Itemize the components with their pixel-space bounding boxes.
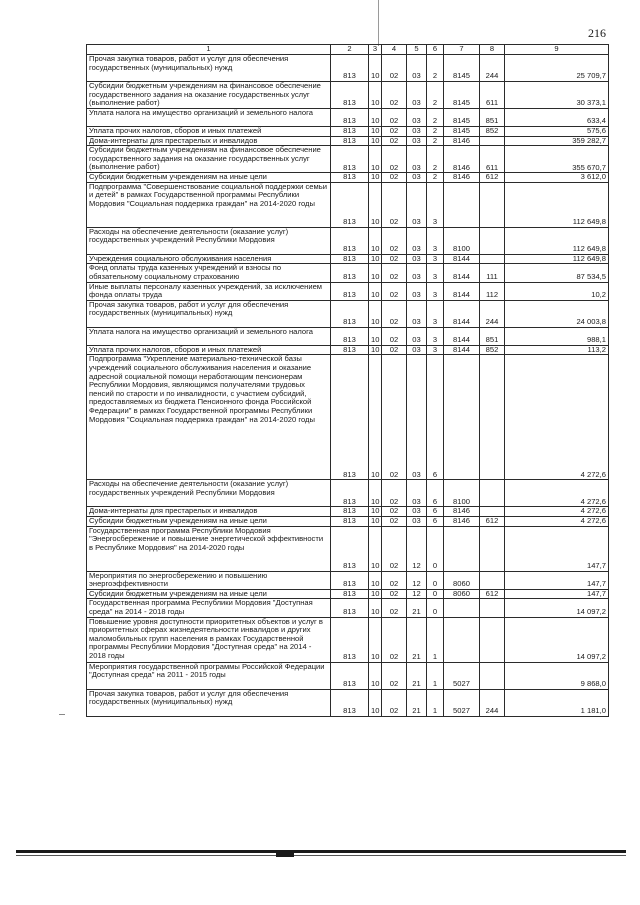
row-code-c5: 21 — [407, 599, 427, 617]
row-code-c3: 10 — [369, 127, 382, 137]
row-code-c6: 0 — [427, 589, 444, 599]
row-sum: 147,7 — [505, 571, 609, 589]
row-code-c3: 10 — [369, 662, 382, 689]
row-code-c3: 10 — [369, 264, 382, 282]
row-sum: 147,7 — [505, 589, 609, 599]
row-code-c6: 1 — [427, 662, 444, 689]
row-code-c5: 03 — [407, 173, 427, 183]
row-name: Подпрограмма "Укрепление материально-технической базы учреждений социального обслуживания населения и оказание адресной социальной помощи неработающим пенсионерам Республики Мордовия, являющимся получателями трудовых пенсий по старости и по инвалидности, с участием субсидий, предоставляемых из бюджета Пенсионного фонда Российской Федерации" в рамках Государственной программы Республики Мордовия "Социальная поддержка граждан" на 2014-2020 годы — [87, 355, 331, 480]
row-code-c3: 10 — [369, 136, 382, 146]
row-sum: 14 097,2 — [505, 599, 609, 617]
row-code-c4: 02 — [382, 127, 407, 137]
row-code-c5: 03 — [407, 480, 427, 507]
row-code-c4: 02 — [382, 173, 407, 183]
row-code-c5: 03 — [407, 55, 427, 82]
row-code-c5: 03 — [407, 264, 427, 282]
table-row — [87, 136, 609, 146]
row-code-c8: 851 — [480, 109, 505, 127]
row-code-c2: 813 — [331, 689, 369, 716]
row-code-c5: 21 — [407, 662, 427, 689]
row-code-c3: 10 — [369, 599, 382, 617]
row-code-c2: 813 — [331, 345, 369, 355]
row-code-c6: 2 — [427, 173, 444, 183]
row-code-c5: 03 — [407, 327, 427, 345]
table-row — [87, 109, 609, 127]
row-code-c4: 02 — [382, 227, 407, 254]
margin-mark — [59, 714, 65, 715]
row-sum: 988,1 — [505, 327, 609, 345]
row-code-c2: 813 — [331, 282, 369, 300]
row-code-c4: 02 — [382, 109, 407, 127]
row-code-c2: 813 — [331, 173, 369, 183]
column-header: 4 — [382, 45, 407, 55]
row-code-c5: 03 — [407, 182, 427, 227]
row-name: Расходы на обеспечение деятельности (оказание услуг) государственных учреждений Республики Мордовия — [87, 480, 331, 507]
table-row — [87, 82, 609, 109]
row-sum: 4 272,6 — [505, 516, 609, 526]
row-code-c8 — [480, 526, 505, 571]
row-sum: 4 272,6 — [505, 480, 609, 507]
row-code-c8: 612 — [480, 516, 505, 526]
column-header: 2 — [331, 45, 369, 55]
scan-mark — [276, 852, 294, 857]
row-code-c2: 813 — [331, 55, 369, 82]
row-code-c3: 10 — [369, 689, 382, 716]
row-name: Прочая закупка товаров, работ и услуг для обеспечения государственных (муниципальных) нужд — [87, 300, 331, 327]
row-code-c2: 813 — [331, 480, 369, 507]
row-code-c4: 02 — [382, 82, 407, 109]
row-code-c3: 10 — [369, 173, 382, 183]
column-header: 9 — [505, 45, 609, 55]
row-code-c4: 02 — [382, 516, 407, 526]
row-sum: 25 709,7 — [505, 55, 609, 82]
row-code-c3: 10 — [369, 345, 382, 355]
row-code-c3: 10 — [369, 617, 382, 662]
row-code-c3: 10 — [369, 480, 382, 507]
row-code-c7: 8145 — [444, 109, 480, 127]
row-name: Мероприятия государственной программы Российской Федерации "Доступная среда" на 2011 - 2015 годы — [87, 662, 331, 689]
row-code-c2: 813 — [331, 507, 369, 517]
row-code-c8 — [480, 480, 505, 507]
row-code-c8: 851 — [480, 327, 505, 345]
row-code-c3: 10 — [369, 146, 382, 173]
row-name: Государственная программа Республики Мордовия "Доступная среда" на 2014 - 2018 годы — [87, 599, 331, 617]
table-row — [87, 516, 609, 526]
row-code-c7: 8145 — [444, 55, 480, 82]
row-code-c2: 813 — [331, 146, 369, 173]
row-code-c4: 02 — [382, 480, 407, 507]
row-code-c2: 813 — [331, 264, 369, 282]
row-code-c4: 02 — [382, 355, 407, 480]
row-code-c4: 02 — [382, 182, 407, 227]
row-code-c6: 6 — [427, 516, 444, 526]
row-code-c8 — [480, 254, 505, 264]
table-row — [87, 689, 609, 716]
row-code-c2: 813 — [331, 617, 369, 662]
row-sum: 113,2 — [505, 345, 609, 355]
column-header: 6 — [427, 45, 444, 55]
table-row — [87, 599, 609, 617]
bottom-rule — [16, 850, 626, 853]
row-code-c3: 10 — [369, 516, 382, 526]
row-code-c5: 03 — [407, 82, 427, 109]
budget-table — [86, 44, 609, 717]
row-code-c6: 0 — [427, 526, 444, 571]
row-code-c4: 02 — [382, 327, 407, 345]
row-code-c8: 111 — [480, 264, 505, 282]
row-code-c3: 10 — [369, 589, 382, 599]
row-code-c5: 03 — [407, 136, 427, 146]
row-code-c7: 8100 — [444, 480, 480, 507]
row-code-c2: 813 — [331, 355, 369, 480]
row-code-c8 — [480, 136, 505, 146]
row-code-c3: 10 — [369, 109, 382, 127]
row-name: Государственная программа Республики Мордовия "Энергосбережение и повышение энергетической эффективности в Республике Мордовия" на 2014-2020 годы — [87, 526, 331, 571]
table-row — [87, 507, 609, 517]
row-code-c6: 3 — [427, 300, 444, 327]
row-code-c8 — [480, 599, 505, 617]
row-code-c7: 8144 — [444, 254, 480, 264]
row-sum: 112 649,8 — [505, 227, 609, 254]
row-sum: 359 282,7 — [505, 136, 609, 146]
row-code-c6: 3 — [427, 264, 444, 282]
row-code-c5: 03 — [407, 507, 427, 517]
row-name: Фонд оплаты труда казенных учреждений и взносы по обязательному социальному страхованию — [87, 264, 331, 282]
row-code-c5: 03 — [407, 254, 427, 264]
row-name: Субсидии бюджетным учреждениям на финансовое обеспечение государственного задания на оказание государственных услуг (выполнение работ) — [87, 82, 331, 109]
row-code-c6: 6 — [427, 480, 444, 507]
row-code-c6: 6 — [427, 355, 444, 480]
row-code-c5: 03 — [407, 146, 427, 173]
row-code-c7 — [444, 526, 480, 571]
row-name: Уплата налога на имущество организаций и земельного налога — [87, 327, 331, 345]
row-code-c6: 2 — [427, 127, 444, 137]
row-code-c4: 02 — [382, 526, 407, 571]
row-code-c8: 244 — [480, 300, 505, 327]
table-row — [87, 264, 609, 282]
row-code-c4: 02 — [382, 689, 407, 716]
row-code-c5: 03 — [407, 516, 427, 526]
row-code-c3: 10 — [369, 254, 382, 264]
row-code-c2: 813 — [331, 136, 369, 146]
row-code-c5: 03 — [407, 300, 427, 327]
row-code-c3: 10 — [369, 507, 382, 517]
row-sum: 3 612,0 — [505, 173, 609, 183]
row-code-c7: 5027 — [444, 662, 480, 689]
table-row — [87, 254, 609, 264]
table-row — [87, 571, 609, 589]
row-code-c6: 6 — [427, 507, 444, 517]
header-row — [87, 45, 609, 55]
row-code-c8: 852 — [480, 127, 505, 137]
row-code-c6: 1 — [427, 689, 444, 716]
row-name: Подпрограмма "Совершенствование социальной поддержки семьи и детей" в рамках Государственной программы Республики Мордовия "Социальная поддержка граждан" на 2014-2020 годы — [87, 182, 331, 227]
row-sum: 4 272,6 — [505, 507, 609, 517]
row-code-c2: 813 — [331, 227, 369, 254]
row-code-c4: 02 — [382, 282, 407, 300]
row-code-c5: 21 — [407, 689, 427, 716]
table-row — [87, 146, 609, 173]
table-row — [87, 355, 609, 480]
row-code-c6: 3 — [427, 182, 444, 227]
row-code-c2: 813 — [331, 254, 369, 264]
row-name: Расходы на обеспечение деятельности (оказание услуг) государственных учреждений Республики Мордовия — [87, 227, 331, 254]
row-code-c4: 02 — [382, 662, 407, 689]
row-code-c8: 612 — [480, 589, 505, 599]
row-code-c8 — [480, 182, 505, 227]
table-body — [87, 55, 609, 717]
column-header: 8 — [480, 45, 505, 55]
row-name: Прочая закупка товаров, работ и услуг для обеспечения государственных (муниципальных) нужд — [87, 55, 331, 82]
row-code-c6: 2 — [427, 146, 444, 173]
table-row — [87, 282, 609, 300]
row-code-c6: 2 — [427, 55, 444, 82]
row-name: Субсидии бюджетным учреждениям на иные цели — [87, 589, 331, 599]
row-code-c7 — [444, 599, 480, 617]
row-sum: 147,7 — [505, 526, 609, 571]
row-code-c7: 8100 — [444, 227, 480, 254]
row-code-c4: 02 — [382, 55, 407, 82]
row-code-c7: 8146 — [444, 146, 480, 173]
row-code-c4: 02 — [382, 589, 407, 599]
row-code-c2: 813 — [331, 526, 369, 571]
row-code-c5: 12 — [407, 571, 427, 589]
row-code-c8 — [480, 507, 505, 517]
table-row — [87, 589, 609, 599]
row-code-c7: 8144 — [444, 282, 480, 300]
table-row — [87, 327, 609, 345]
row-name: Учреждения социального обслуживания населения — [87, 254, 331, 264]
row-code-c8: 611 — [480, 82, 505, 109]
row-code-c4: 02 — [382, 571, 407, 589]
row-sum: 1 181,0 — [505, 689, 609, 716]
row-sum: 112 649,8 — [505, 254, 609, 264]
row-sum: 9 868,0 — [505, 662, 609, 689]
row-code-c3: 10 — [369, 355, 382, 480]
row-code-c2: 813 — [331, 571, 369, 589]
row-code-c8 — [480, 571, 505, 589]
table-row — [87, 662, 609, 689]
row-code-c6: 3 — [427, 327, 444, 345]
table-row — [87, 173, 609, 183]
table-row — [87, 300, 609, 327]
row-name: Иные выплаты персоналу казенных учреждений, за исключением фонда оплаты труда — [87, 282, 331, 300]
row-code-c3: 10 — [369, 571, 382, 589]
row-code-c4: 02 — [382, 136, 407, 146]
row-name: Мероприятия по энергосбережению и повышению энергоэффективности — [87, 571, 331, 589]
row-code-c3: 10 — [369, 526, 382, 571]
row-code-c6: 2 — [427, 82, 444, 109]
row-code-c4: 02 — [382, 599, 407, 617]
row-name: Прочая закупка товаров, работ и услуг для обеспечения государственных (муниципальных) нужд — [87, 689, 331, 716]
row-code-c4: 02 — [382, 300, 407, 327]
row-code-c4: 02 — [382, 345, 407, 355]
row-code-c7: 8146 — [444, 173, 480, 183]
row-code-c6: 3 — [427, 282, 444, 300]
row-code-c6: 0 — [427, 571, 444, 589]
row-code-c3: 10 — [369, 300, 382, 327]
table-row — [87, 127, 609, 137]
row-code-c2: 813 — [331, 300, 369, 327]
row-code-c8: 112 — [480, 282, 505, 300]
row-code-c3: 10 — [369, 82, 382, 109]
row-code-c4: 02 — [382, 254, 407, 264]
row-code-c7: 8145 — [444, 127, 480, 137]
row-code-c7: 5027 — [444, 689, 480, 716]
row-code-c6: 2 — [427, 109, 444, 127]
table-row — [87, 526, 609, 571]
row-name: Уплата налога на имущество организаций и земельного налога — [87, 109, 331, 127]
row-name: Уплата прочих налогов, сборов и иных платежей — [87, 127, 331, 137]
row-sum: 24 003,8 — [505, 300, 609, 327]
row-code-c4: 02 — [382, 617, 407, 662]
column-header: 3 — [369, 45, 382, 55]
row-code-c7 — [444, 355, 480, 480]
row-code-c2: 813 — [331, 82, 369, 109]
row-code-c7: 8146 — [444, 516, 480, 526]
row-code-c7 — [444, 182, 480, 227]
row-name: Дома-интернаты для престарелых и инвалидов — [87, 507, 331, 517]
row-code-c7: 8060 — [444, 571, 480, 589]
row-code-c6: 2 — [427, 136, 444, 146]
row-code-c2: 813 — [331, 182, 369, 227]
row-code-c2: 813 — [331, 599, 369, 617]
row-code-c2: 813 — [331, 662, 369, 689]
row-code-c8 — [480, 355, 505, 480]
row-code-c4: 02 — [382, 146, 407, 173]
row-sum: 355 670,7 — [505, 146, 609, 173]
row-code-c2: 813 — [331, 589, 369, 599]
row-name: Субсидии бюджетным учреждениям на иные цели — [87, 173, 331, 183]
row-code-c5: 03 — [407, 282, 427, 300]
row-sum: 633,4 — [505, 109, 609, 127]
row-sum: 10,2 — [505, 282, 609, 300]
row-sum: 30 373,1 — [505, 82, 609, 109]
row-code-c5: 12 — [407, 526, 427, 571]
row-sum: 87 534,5 — [505, 264, 609, 282]
row-code-c7: 8144 — [444, 300, 480, 327]
column-header: 7 — [444, 45, 480, 55]
row-name: Субсидии бюджетным учреждениям на финансовое обеспечение государственного задания на оказание государственных услуг (выполнение работ) — [87, 146, 331, 173]
row-code-c6: 0 — [427, 599, 444, 617]
row-code-c8 — [480, 617, 505, 662]
fold-line — [378, 0, 379, 46]
row-name: Дома-интернаты для престарелых и инвалидов — [87, 136, 331, 146]
row-code-c5: 21 — [407, 617, 427, 662]
table-row — [87, 480, 609, 507]
row-code-c2: 813 — [331, 516, 369, 526]
row-code-c7: 8146 — [444, 136, 480, 146]
row-sum: 575,6 — [505, 127, 609, 137]
row-code-c7: 8144 — [444, 327, 480, 345]
row-name: Субсидии бюджетным учреждениям на иные цели — [87, 516, 331, 526]
table-row — [87, 227, 609, 254]
row-code-c7: 8144 — [444, 345, 480, 355]
table-row — [87, 182, 609, 227]
row-code-c8 — [480, 227, 505, 254]
row-code-c8: 244 — [480, 689, 505, 716]
row-code-c6: 1 — [427, 617, 444, 662]
row-code-c2: 813 — [331, 127, 369, 137]
row-code-c6: 3 — [427, 254, 444, 264]
table-row — [87, 55, 609, 82]
row-code-c3: 10 — [369, 55, 382, 82]
row-code-c7: 8146 — [444, 507, 480, 517]
row-sum: 112 649,8 — [505, 182, 609, 227]
row-code-c7 — [444, 617, 480, 662]
row-code-c8: 852 — [480, 345, 505, 355]
row-code-c7: 8144 — [444, 264, 480, 282]
row-code-c2: 813 — [331, 327, 369, 345]
row-code-c6: 3 — [427, 227, 444, 254]
row-code-c5: 12 — [407, 589, 427, 599]
table-row — [87, 617, 609, 662]
column-header: 5 — [407, 45, 427, 55]
row-code-c2: 813 — [331, 109, 369, 127]
row-code-c5: 03 — [407, 355, 427, 480]
page-number: 216 — [588, 26, 606, 40]
row-code-c3: 10 — [369, 282, 382, 300]
row-code-c7: 8145 — [444, 82, 480, 109]
row-code-c8: 612 — [480, 173, 505, 183]
row-name: Повышение уровня доступности приоритетных объектов и услуг в приоритетных сферах жизнедеятельности инвалидов и других маломобильных групп населения в рамках Государственной программы Республики Мордовия "Доступная среда" на 2014 - 2018 годы — [87, 617, 331, 662]
bottom-rule-thin — [16, 855, 626, 856]
table-row — [87, 345, 609, 355]
row-code-c3: 10 — [369, 327, 382, 345]
row-sum: 4 272,6 — [505, 355, 609, 480]
row-code-c7: 8060 — [444, 589, 480, 599]
row-code-c3: 10 — [369, 182, 382, 227]
column-header: 1 — [87, 45, 331, 55]
row-name: Уплата прочих налогов, сборов и иных платежей — [87, 345, 331, 355]
row-code-c5: 03 — [407, 127, 427, 137]
row-sum: 14 097,2 — [505, 617, 609, 662]
row-code-c4: 02 — [382, 507, 407, 517]
row-code-c8 — [480, 662, 505, 689]
row-code-c5: 03 — [407, 345, 427, 355]
row-code-c8: 611 — [480, 146, 505, 173]
row-code-c5: 03 — [407, 109, 427, 127]
row-code-c5: 03 — [407, 227, 427, 254]
row-code-c6: 3 — [427, 345, 444, 355]
row-code-c4: 02 — [382, 264, 407, 282]
row-code-c3: 10 — [369, 227, 382, 254]
row-code-c8: 244 — [480, 55, 505, 82]
